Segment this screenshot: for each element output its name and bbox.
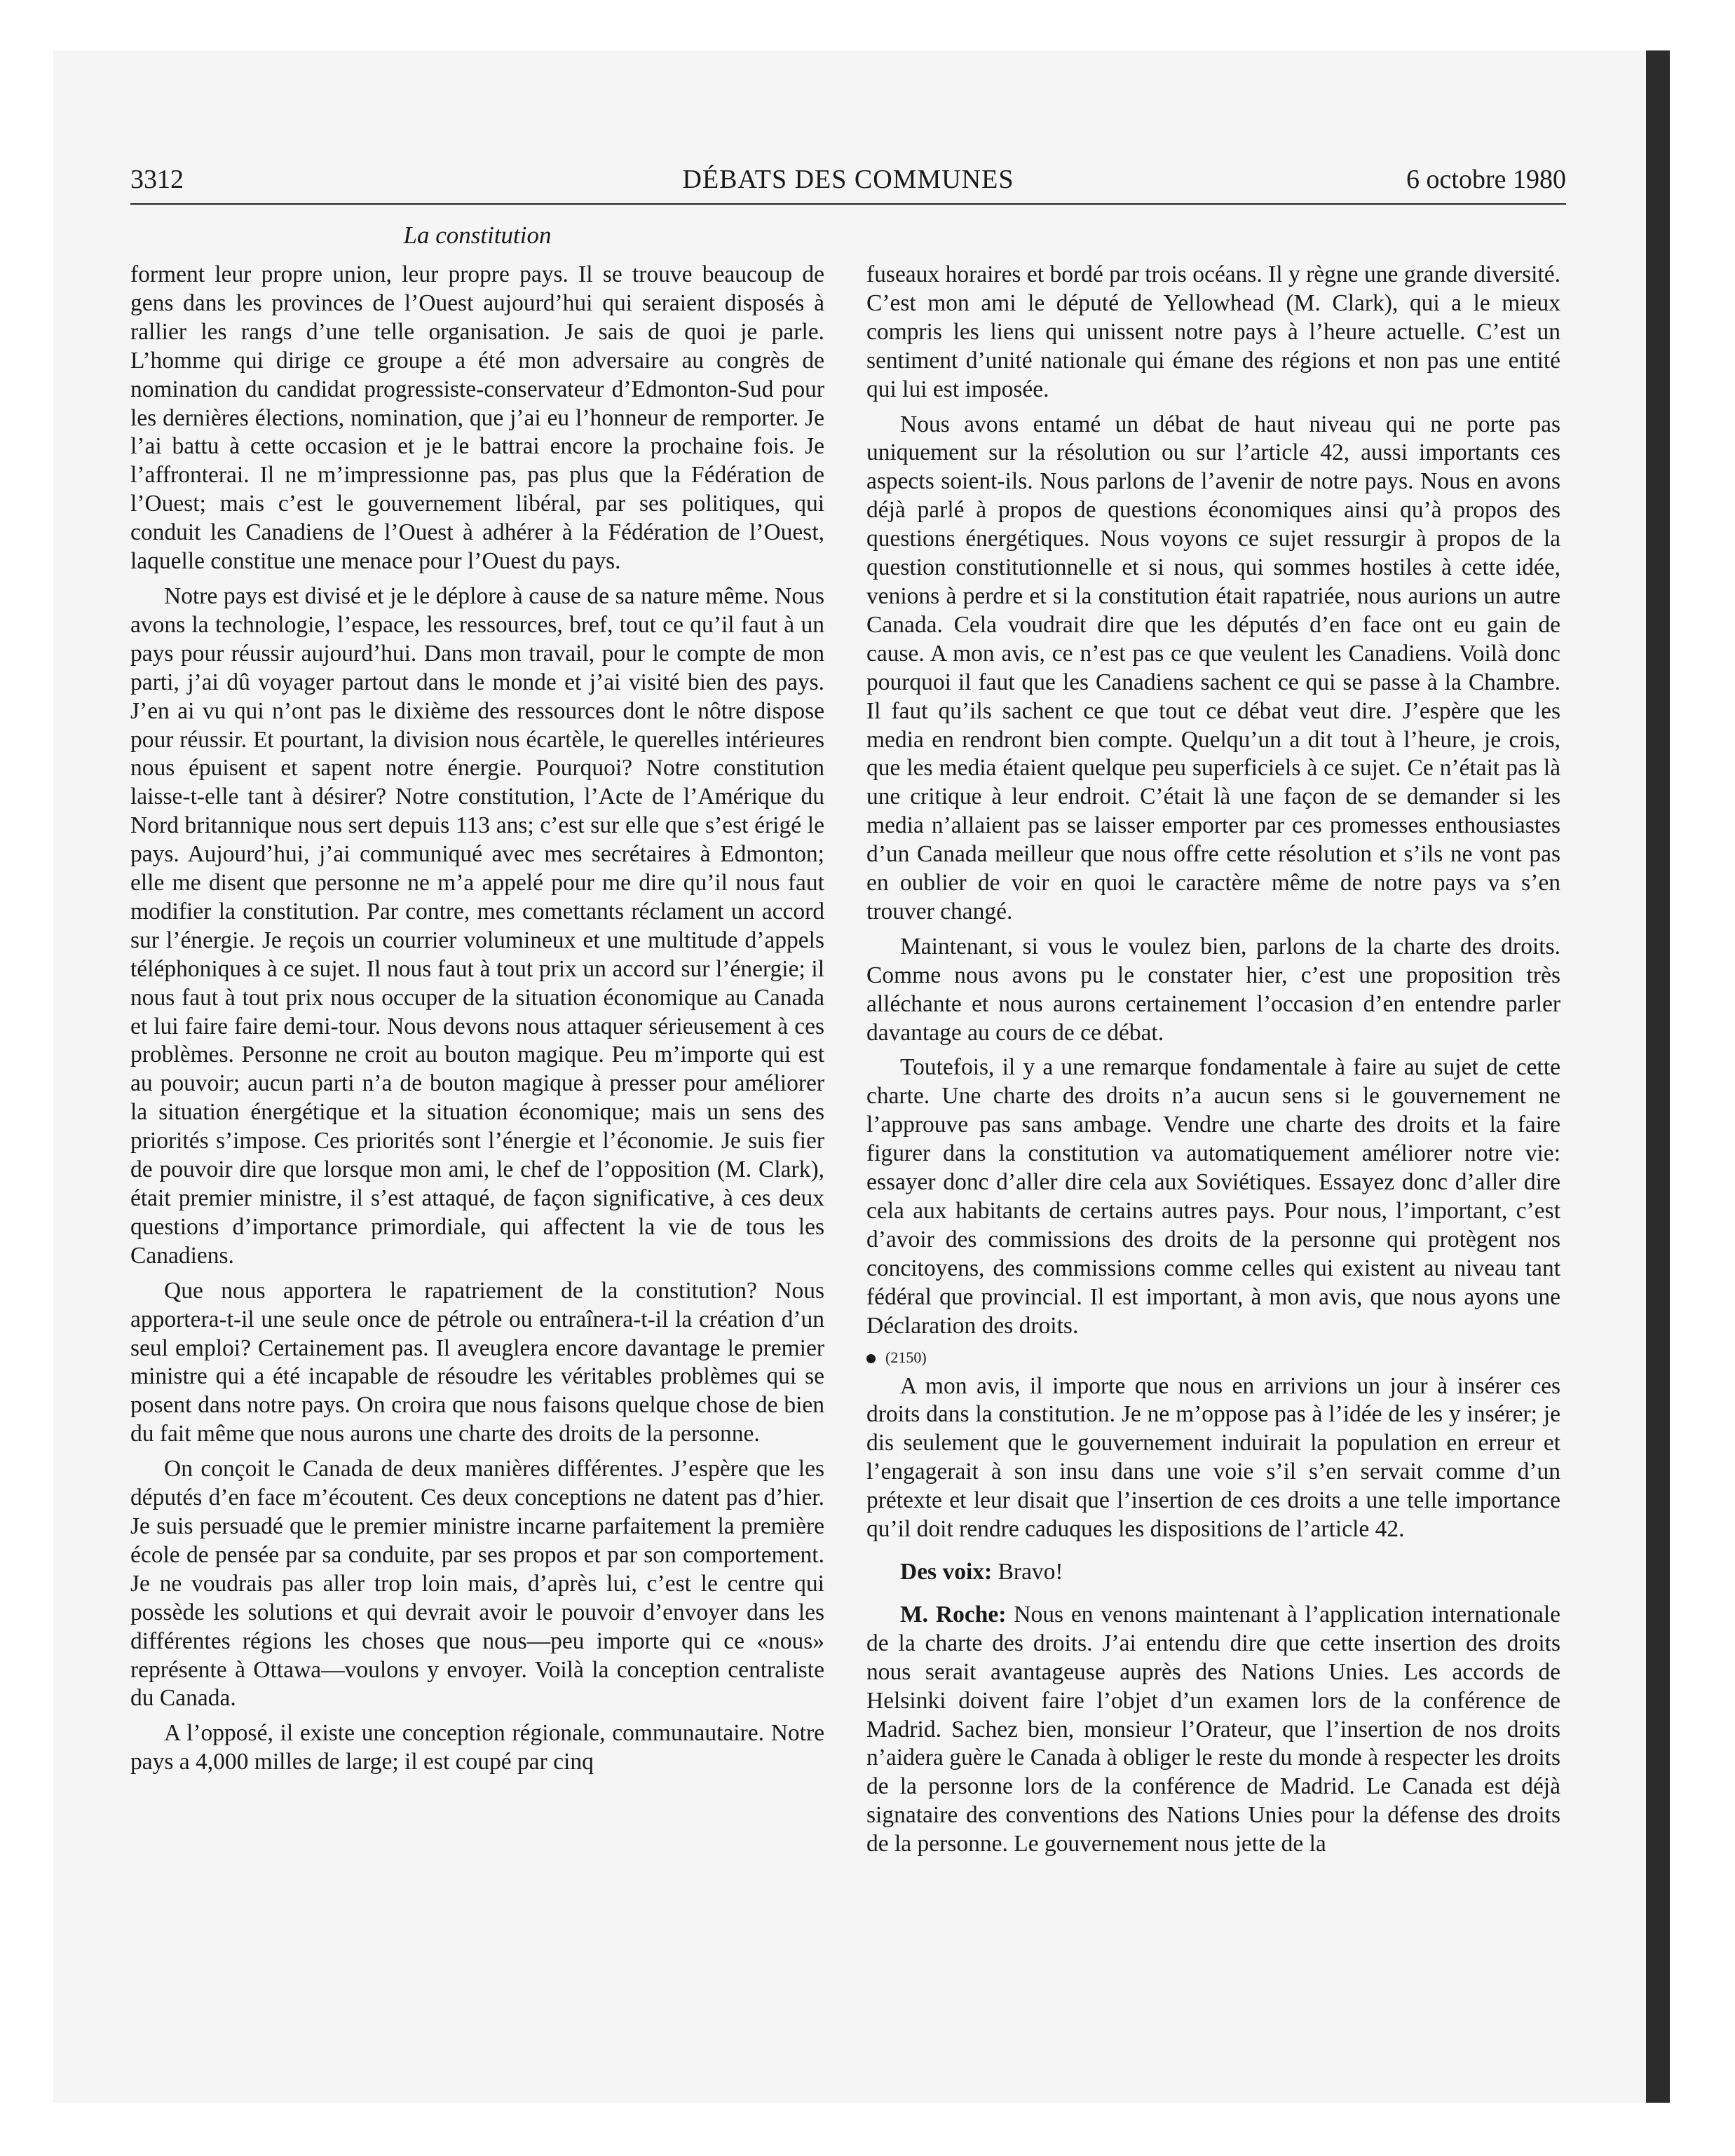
section-title: La constitution [403,221,552,249]
paragraph: Que nous apportera le rapatriement de la constitution? Nous apportera-t-il une seule once de pétrole ou entraînera-t-il la création d’un seul emploi? Certainement pas. Il aveuglera encore davantage le premier ministre qui a été incapable de résoudre les véritables problèmes qui se posent dans notre pays. On croira que nous faisons quelque chose de bien du fait même que nous aurons une charte des droits de la personne. [130,1277,824,1447]
time-marker-text: (2150) [885,1348,927,1366]
speech [866,1601,1560,1859]
paragraph: Toutefois, il y a une remarque fondamentale à faire au sujet de cette charte. Une charte des droits n’a aucun sens si le gouvernement ne l’approuve pas sans ambage. Vendre une charte des droits et la faire figurer dans la constitution va automatiquement améliorer notre vie: essayer donc d’aller dire cela aux Soviétiques. Essayez donc d’aller dire cela aux habitants de certains autres pays. Pour nous, l’important, c’est d’avoir des commissions des droits de la personne qui protègent nos concitoyens, des commissions comme celles qui existent au niveau tant fédéral que provincial. Il est important, à mon avis, que nous ayons une Déclaration des droits. [866,1054,1560,1339]
speaker-name: M. Roche: [900,1601,1007,1628]
paragraph: Notre pays est divisé et je le déplore à cause de sa nature même. Nous avons la technologie, l’espace, les ressources, bref, tout ce qu’il faut à un pays pour réussir aujourd’hui. Dans mon travail, pour le compte de mon parti, j’ai dû voyager partout dans le monde et j’ai visité bien des pays. J’en ai vu qui n’ont pas le dixième des ressources dont le nôtre dispose pour réussir. Et pourtant, la division nous écartèle, le querelles intérieures nous épuisent et sapent notre énergie. Pourquoi? Notre constitution laisse-t-elle tant à désirer? Notre constitution, l’Acte de l’Amérique du Nord britannique nous sert depuis 113 ans; c’est sur elle que s’est érigé le pays. Aujourd’hui, j’ai communiqué avec mes secrétaires à Edmonton; elle me disent que personne ne m’a appelé pour me dire qu’il nous faut modifier la constitution. Par contre, mes comettants réclament un accord sur l’énergie. Je reçois un courrier volumineux et une multitude d’appels téléphoniques à ce sujet. Il nous faut à tout prix un accord sur l’énergie; il nous faut à tout prix nous occuper de la situation économique au Canada et lui faire faire demi-tour. Nous devons nous attaquer sérieusement à ces problèmes. Personne ne croit au bouton magique. Peu m’importe qui est au pouvoir; aucun parti n’a de bouton magique à presser pour améliorer la situation énergétique et la situation économique; mais un sens des priorités s’impose. Ces priorités sont l’énergie et l’économie. Je suis fier de pouvoir dire que lorsque mon ami, le chef de l’opposition (M. Clark), était premier ministre, il s’est attaqué, de façon significative, à ces deux questions d’importance primordiale, qui affectent la vie de tous les Canadiens. [130,582,824,1269]
scan-edge [1646,50,1670,2103]
paragraph: A mon avis, il importe que nous en arrivions un jour à insérer ces droits dans la constitution. Je ne m’oppose pas à l’idée de les y insérer; je dis seulement que le gouvernement induirait la population en erreur et l’engagerait à son insu dans une voie s’il s’en servait comme d’un prétexte et leur disait que l’insertion de ces droits a une telle importance qu’il doit rendre caduques les dispositions de l’article 42. [866,1372,1560,1543]
paragraph: On conçoit le Canada de deux manières différentes. J’espère que les députés d’en face m’écoutent. Ces deux conceptions ne datent pas d’hier. Je suis persuadé que le premier ministre incarne parfaitement la première école de pensée par sa conduite, par ses propos et par son comportement. Je ne voudrais pas aller trop loin mais, d’après lui, c’est le centre qui possède les solutions et qui devrait avoir le pouvoir d’envoyer dans les différentes régions les choses que nous—peu importe qui ce «nous» représente à Ottawa—voulons y envoyer. Voilà la conception centraliste du Canada. [130,1456,824,1712]
speaker-name: Des voix: [900,1558,993,1585]
interjection [866,1558,1560,1587]
left-column [130,261,824,1783]
page-header [130,164,1566,203]
time-marker [866,1347,1560,1368]
publication-title: DÉBATS DES COMMUNES [682,165,1014,194]
header-rule [130,203,1566,205]
paragraph: Maintenant, si vous le voulez bien, parlons de la charte des droits. Comme nous avons pu le constater hier, c’est une proposition très alléchante et nous aurons certainement l’occasion d’en entendre parler davantage au cours de ce débat. [866,933,1560,1046]
bullet-icon [866,1354,876,1363]
paragraph: fuseaux horaires et bordé par trois océans. Il y règne une grande diversité. C’est mon ami le député de Yellowhead (M. Clark), qui a le mieux compris les liens qui unissent notre pays à l’heure actuelle. C’est un sentiment d’unité nationale qui émane des régions et non pas une entité qui lui est imposée. [866,261,1560,402]
interjection-text: Bravo! [998,1558,1063,1585]
paragraph: forment leur propre union, leur propre pays. Il se trouve beaucoup de gens dans les provinces de l’Ouest aujourd’hui qui seraient disposés à rallier les rangs d’une telle organisation. Je sais de quoi je parle. L’homme qui dirige ce groupe a été mon adversaire au congrès de nomination du candidat progressiste-conservateur d’Edmonton-Sud pour les dernières élections, nomination, que j’ai eu l’honneur de remporter. Je l’ai battu à cette occasion et je le battrai encore la prochaine fois. Je l’affronterai. Il ne m’impressionne pas, pas plus que la Fédération de l’Ouest; mais c’est le gouvernement libéral, par ses politiques, qui conduit les Canadiens de l’Ouest à adhérer à la Fédération de l’Ouest, laquelle constitue une menace pour l’Ouest du pays. [130,261,824,575]
right-column [866,261,1560,1865]
paragraph: A l’opposé, il existe une conception régionale, communautaire. Notre pays a 4,000 milles de large; il est coupé par cinq [130,1720,824,1775]
publication-date: 6 octobre 1980 [1406,165,1566,194]
paragraph: Nous avons entamé un débat de haut niveau qui ne porte pas uniquement sur la résolution ou sur l’article 42, aussi importants ces aspects soient-ils. Nous parlons de l’avenir de notre pays. Nous en avons déjà parlé à propos de questions économiques ainsi qu’à propos des questions énergétiques. Nous voyons ce sujet ressurgir à propos de la question constitutionnelle et si nous, qui sommes hostiles à cette idée, venions à perdre et si la constitution était rapatriée, nous aurions un autre Canada. Cela voudrait dire que les députés d’en face ont eu gain de cause. A mon avis, ce n’est pas ce que veulent les Canadiens. Voilà donc pourquoi il faut que les Canadiens sachent ce qui se passe à la Chambre. Il faut qu’ils sachent ce que tout ce débat veut dire. J’espère que les media en rendront bien compte. Quelqu’un a dit tout à l’heure, je crois, que les media étaient quelque peu superficiels à ce sujet. Ce n’était pas là une critique à leur endroit. C’était là une façon de se demander si les media n’allaient pas se laisser emporter par ces promesses enthousiastes d’un Canada meilleur que nous offre cette résolution et s’ils ne vont pas en oublier de voir en quoi le caractère même de notre pays va s’en trouver changé. [866,411,1560,925]
page-number: 3312 [130,165,184,194]
speech-text: Nous en venons maintenant à l’application internationale de la charte des droits. J’ai entendu dire que cette insertion des droits nous serait avantageuse auprès des Nations Unies. Les accords de Helsinki doivent faire l’objet d’un examen lors de la conférence de Madrid. Sachez bien, monsieur l’Orateur, que l’insertion de nos droits n’aidera guère le Canada à obliger le reste du monde à respecter les droits de la personne lors de la conférence de Madrid. Le Canada est déjà signataire des conventions des Nations Unies pour la défense des droits de la personne. Le gouvernement nous jette de la [866,1601,1560,1857]
